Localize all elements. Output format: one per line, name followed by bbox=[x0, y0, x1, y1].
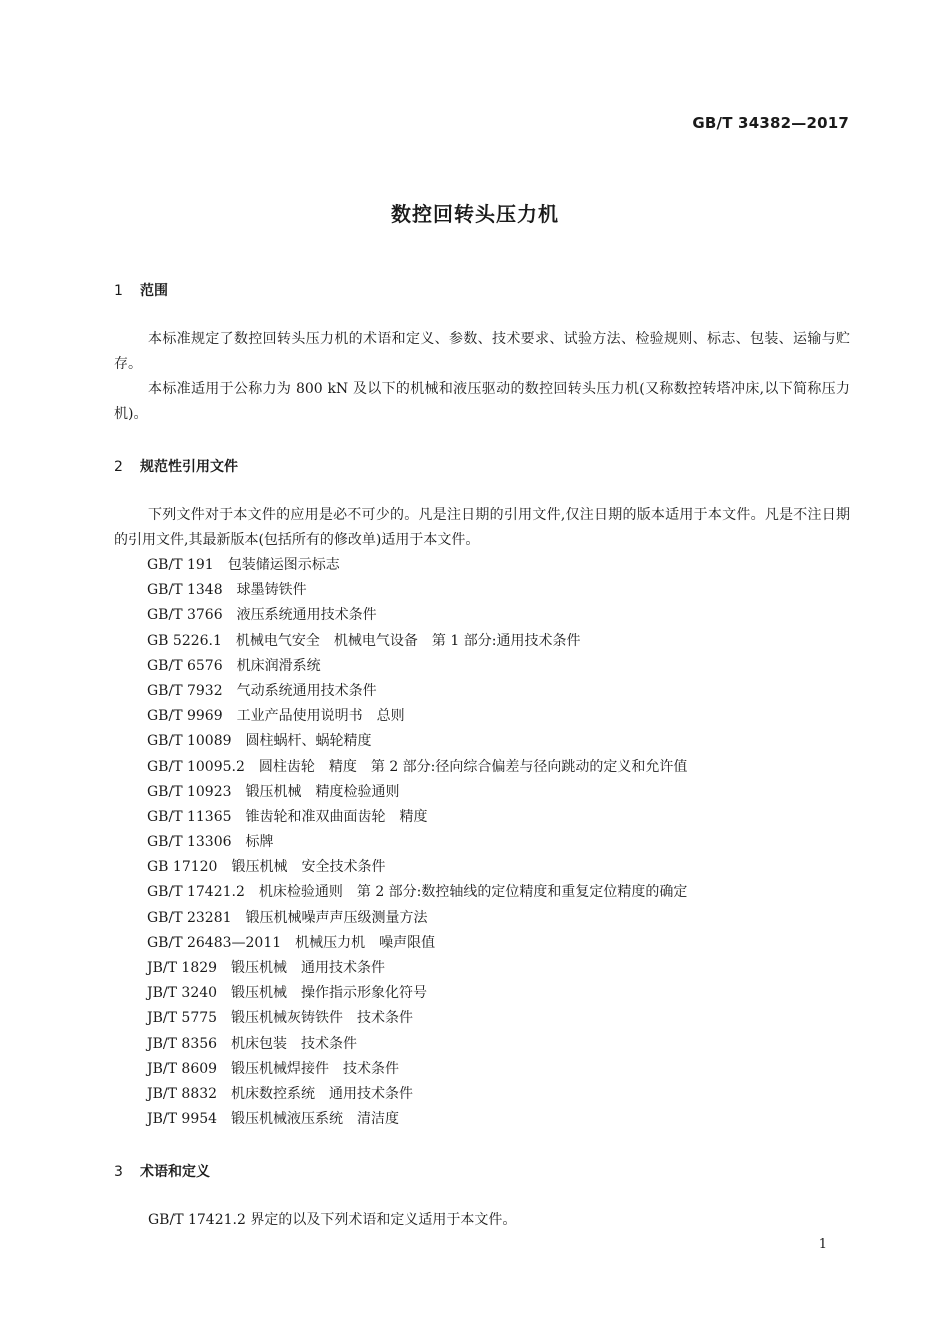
reference-code: GB/T 10095.2 bbox=[147, 758, 245, 775]
reference-title: 气动系统通用技术条件 bbox=[236, 682, 377, 699]
reference-item bbox=[147, 931, 687, 956]
reference-item bbox=[147, 629, 687, 654]
reference-item bbox=[147, 956, 687, 981]
reference-code: JB/T 8356 bbox=[147, 1035, 218, 1052]
section-title: 术语和定义 bbox=[140, 1164, 210, 1180]
reference-title: 锻压机械 通用技术条件 bbox=[231, 960, 386, 976]
reference-item bbox=[147, 981, 687, 1006]
section-number: 3 bbox=[114, 1164, 123, 1180]
reference-item bbox=[147, 1107, 687, 1132]
reference-code: GB/T 1348 bbox=[147, 582, 223, 599]
standard-code: GB/T 34382—2017 bbox=[692, 114, 849, 132]
reference-code: JB/T 8609 bbox=[147, 1060, 218, 1077]
reference-item bbox=[147, 679, 687, 704]
reference-code: JB/T 5775 bbox=[147, 1010, 218, 1027]
reference-title: 液压系统通用技术条件 bbox=[236, 607, 377, 624]
reference-item bbox=[147, 1082, 687, 1107]
reference-code: GB/T 13306 bbox=[147, 834, 232, 851]
reference-code: GB/T 11365 bbox=[147, 808, 232, 825]
reference-item bbox=[147, 704, 687, 729]
reference-item bbox=[147, 880, 687, 905]
reference-item bbox=[147, 553, 687, 578]
section-1-heading bbox=[114, 280, 168, 300]
section-number: 1 bbox=[114, 283, 123, 299]
reference-title: 锻压机械灰铸铁件 技术条件 bbox=[231, 1010, 414, 1027]
reference-title: 机床润滑系统 bbox=[236, 657, 321, 674]
reference-title: 机床包装 技术条件 bbox=[231, 1035, 358, 1052]
reference-item bbox=[147, 578, 687, 603]
scope-paragraph-1: 本标准规定了数控回转头压力机的术语和定义、参数、技术要求、试验方法、检验规则、标志、包装、运输与贮存。 bbox=[114, 331, 850, 372]
reference-item bbox=[147, 830, 687, 855]
reference-code: GB/T 191 bbox=[147, 557, 214, 573]
reference-item bbox=[147, 805, 687, 830]
reference-code: GB/T 17421.2 bbox=[147, 884, 245, 901]
page-number: 1 bbox=[818, 1237, 827, 1252]
reference-code: GB/T 26483—2011 bbox=[147, 934, 282, 951]
reference-title: 锻压机械焊接件 技术条件 bbox=[231, 1060, 400, 1077]
reference-title: 标牌 bbox=[245, 834, 274, 851]
reference-item bbox=[147, 729, 687, 754]
reference-code: GB 5226.1 bbox=[147, 632, 222, 649]
reference-item bbox=[147, 1006, 687, 1031]
reference-item bbox=[147, 603, 687, 628]
reference-code: JB/T 3240 bbox=[147, 985, 218, 1002]
reference-code: JB/T 8832 bbox=[147, 1085, 218, 1102]
reference-code: JB/T 1829 bbox=[147, 960, 218, 976]
section-3-heading bbox=[114, 1161, 210, 1181]
scope-paragraph-2: 本标准适用于公称力为 800 kN 及以下的机械和液压驱动的数控回转头压力机(又称数控转塔冲床,以下简称压力机)。 bbox=[114, 381, 850, 422]
reference-title: 圆柱蜗杆、蜗轮精度 bbox=[245, 733, 372, 750]
reference-title: 机械压力机 噪声限值 bbox=[295, 934, 436, 951]
reference-item bbox=[147, 855, 687, 880]
reference-title: 锻压机械 精度检验通则 bbox=[245, 783, 400, 800]
reference-code: GB/T 9969 bbox=[147, 708, 223, 725]
reference-code: GB/T 3766 bbox=[147, 607, 223, 624]
reference-title: 锻压机械液压系统 清洁度 bbox=[231, 1111, 400, 1128]
reference-title: 锻压机械噪声声压级测量方法 bbox=[245, 909, 428, 926]
reference-code: GB/T 6576 bbox=[147, 657, 223, 674]
reference-code: JB/T 9954 bbox=[147, 1111, 218, 1128]
reference-item bbox=[147, 906, 687, 931]
reference-list bbox=[147, 553, 687, 1132]
reference-title: 锻压机械 操作指示形象化符号 bbox=[231, 985, 428, 1002]
section-title: 范围 bbox=[140, 283, 168, 299]
reference-item bbox=[147, 780, 687, 805]
references-intro: 下列文件对于本文件的应用是必不可少的。凡是注日期的引用文件,仅注日期的版本适用于本文件。凡是不注日期的引用文件,其最新版本(包括所有的修改单)适用于本文件。 bbox=[114, 507, 850, 548]
reference-code: GB/T 23281 bbox=[147, 909, 232, 926]
reference-title: 锥齿轮和准双曲面齿轮 精度 bbox=[245, 808, 428, 825]
reference-code: GB 17120 bbox=[147, 859, 218, 876]
reference-code: GB/T 7932 bbox=[147, 682, 223, 699]
reference-title: 包装储运图示标志 bbox=[227, 557, 340, 573]
reference-title: 工业产品使用说明书 总则 bbox=[236, 708, 405, 725]
reference-title: 机械电气安全 机械电气设备 第 1 部分:通用技术条件 bbox=[235, 632, 581, 649]
reference-code: GB/T 10089 bbox=[147, 733, 232, 750]
reference-title: 机床数控系统 通用技术条件 bbox=[231, 1085, 414, 1102]
reference-title: 圆柱齿轮 精度 第 2 部分:径向综合偏差与径向跳动的定义和允许值 bbox=[258, 758, 688, 775]
section-2-heading bbox=[114, 456, 238, 476]
section-number: 2 bbox=[114, 459, 123, 475]
reference-item bbox=[147, 755, 687, 780]
reference-title: 机床检验通则 第 2 部分:数控轴线的定位精度和重复定位精度的确定 bbox=[258, 884, 688, 901]
terms-paragraph: GB/T 17421.2 界定的以及下列术语和定义适用于本文件。 bbox=[148, 1212, 517, 1228]
reference-code: GB/T 10923 bbox=[147, 783, 232, 800]
reference-title: 锻压机械 安全技术条件 bbox=[231, 859, 386, 876]
section-title: 规范性引用文件 bbox=[140, 459, 238, 475]
reference-item bbox=[147, 1032, 687, 1057]
reference-item bbox=[147, 654, 687, 679]
reference-title: 球墨铸铁件 bbox=[236, 582, 307, 599]
reference-item bbox=[147, 1057, 687, 1082]
document-title: 数控回转头压力机 bbox=[391, 202, 559, 226]
